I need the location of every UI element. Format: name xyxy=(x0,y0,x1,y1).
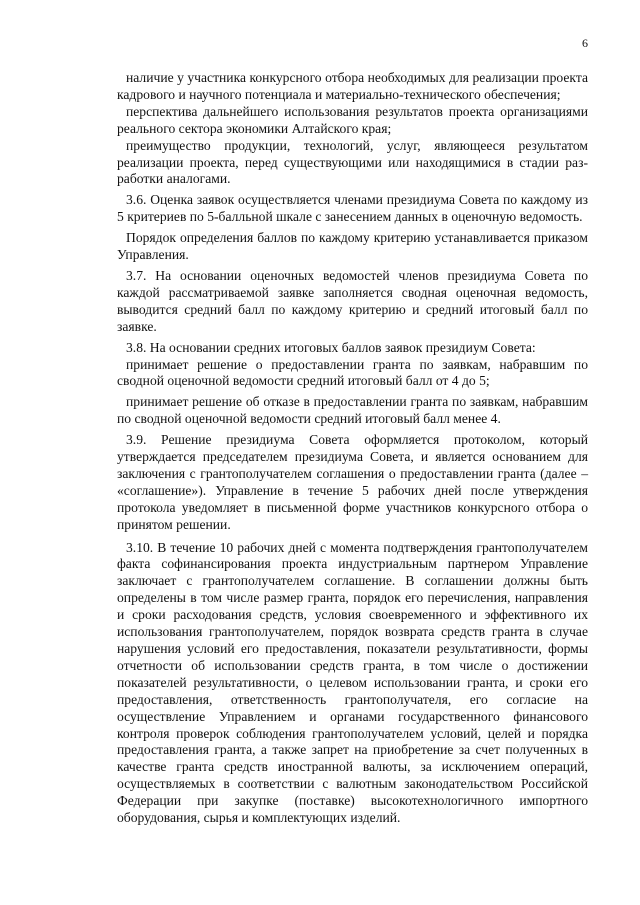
document-body xyxy=(117,70,588,827)
paragraph-3-7: 3.7. На основании оценочных ведомостей членов президиума Совета по каждой рассматриваемой заявке заполняется сводная оценочная ведомость, выводится средний балл по каждому критерию и средний итоговый балл по заявке. xyxy=(117,267,588,334)
paragraph-criterion-advantage: преимущество продукции, технологий, услуг, являющееся результатом реализации проекта, перед существующими или находящимися в стадии разработки аналогами. xyxy=(117,137,588,187)
paragraph-grant-decision: принимает решение о предоставлении гранта по заявкам, набравшим по сводной оценочной ведомости средний итоговый балл от 4 до 5; xyxy=(117,356,588,389)
paragraph-3-9: 3.9. Решение президиума Совета оформляется протоколом, который утверждается председателем президиума Совета, и является основанием для заключения с грантополучателем соглашения о предоставлении гранта (далее – «соглашение»). Управление в течение 5 рабочих дней после утверждения протокола уведомляет в письменной форме участников конкурсного отбора о принятом решении. xyxy=(117,432,588,532)
paragraph-3-6: 3.6. Оценка заявок осуществляется членами президиума Совета по каждому из 5 критериев по 5-балльной шкале с занесением данных в оценочную ведомость. xyxy=(117,192,588,225)
paragraph-3-10: 3.10. В течение 10 рабочих дней с момента подтверждения грантополучателем факта софинансирования проекта индустриальным партнером Управление заключает с грантополучателем соглашение. В соглашении должны быть определены в том числе размер гранта, порядок его перечисления, направления и сроки расходования средств, условия своевременного и эффективного их использования грантополучателем, порядок возврата средств гранта в случае нарушения условий его предоставления, показатели результативности, формы отчетности об использовании средств гранта, в том числе о достижении показателей результативности, о целевом использовании гранта, и сроки его предоставления, ответственность грантополучателя, его согласие на осуществление Управлением и органами государственного финансового контроля проверок соблюдения грантополучателем условий, целей и порядка предоставления гранта, а также запрет на приобретение за счет полученных в качестве гранта средств иностранной валюты, за исключением операций, осуществляемых в соответствии с валютным законодательством Российской Федерации при закупке (поставке) высокотехнологичного импортного оборудования, сырья и комплектующих изделий. xyxy=(117,539,588,826)
paragraph-3-8: 3.8. На основании средних итоговых баллов заявок президиум Совета: xyxy=(126,339,536,355)
paragraph-criterion-prospect: перспектива дальнейшего использования результатов проекта организациями реального сектора экономики Алтайского края; xyxy=(117,103,588,136)
paragraph-scoring-order: Порядок определения баллов по каждому критерию устанавливается приказом Управления. xyxy=(117,230,588,263)
paragraph-criterion-potential: наличие у участника конкурсного отбора необходимых для реализации проекта кадрового и научного потенциала и материально-технического обеспечения; xyxy=(117,70,588,102)
paragraph-refusal-decision: принимает решение об отказе в предоставлении гранта по заявкам, набравшим по сводной оценочной ведомости средний итоговый балл менее 4. xyxy=(117,394,588,427)
page-number: 6 xyxy=(582,36,588,50)
